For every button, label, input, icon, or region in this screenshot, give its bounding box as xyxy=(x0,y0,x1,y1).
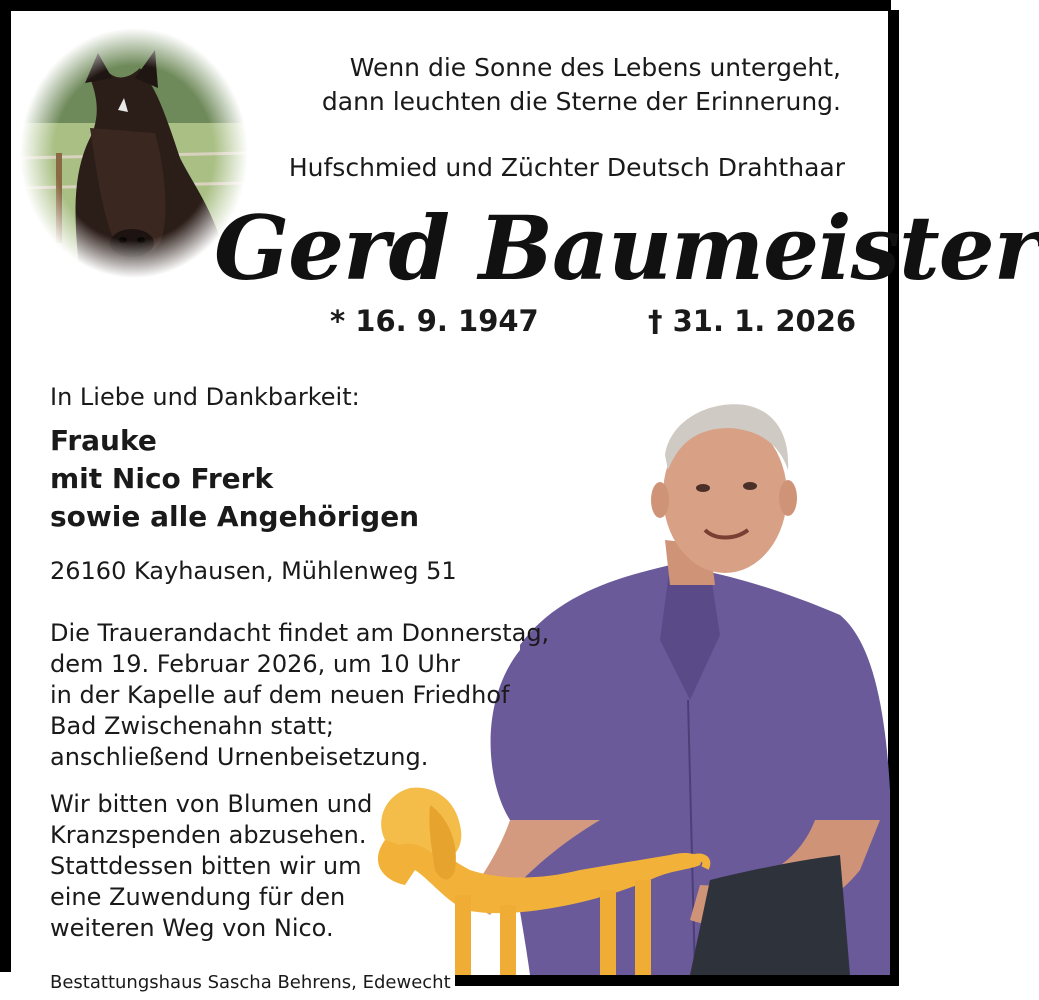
service-details xyxy=(50,618,549,773)
family-names xyxy=(50,422,419,536)
service-line: in der Kapelle auf dem neuen Friedhof xyxy=(50,681,510,709)
border-top xyxy=(0,0,891,11)
family-line: mit Nico Frerk xyxy=(50,462,274,495)
intro-line: In Liebe und Dankbarkeit: xyxy=(50,383,360,411)
service-line: Bad Zwischenahn statt; xyxy=(50,712,334,740)
deceased-name: Gerd Baumeister xyxy=(214,196,1039,300)
donation-request xyxy=(50,789,372,944)
birth-date: * 16. 9. 1947 xyxy=(330,304,539,338)
service-line: anschließend Urnenbeisetzung. xyxy=(50,743,429,771)
border-left xyxy=(0,0,11,972)
address: 26160 Kayhausen, Mühlenweg 51 xyxy=(50,557,457,585)
death-date: † 31. 1. 2026 xyxy=(648,304,857,338)
memorial-quote xyxy=(322,51,841,119)
request-line: weiteren Weg von Nico. xyxy=(50,914,334,942)
border-bottom xyxy=(455,975,899,986)
family-line: Frauke xyxy=(50,424,157,457)
request-line: eine Zuwendung für den xyxy=(50,883,346,911)
service-line: Die Trauerandacht findet am Donnerstag, xyxy=(50,619,550,647)
family-line: sowie alle Angehörigen xyxy=(50,500,420,533)
funeral-home: Bestattungshaus Sascha Behrens, Edewecht xyxy=(50,972,451,993)
profession: Hufschmied und Züchter Deutsch Drahthaar xyxy=(288,153,845,182)
service-line: dem 19. Februar 2026, um 10 Uhr xyxy=(50,650,460,678)
request-line: Kranzspenden abzusehen. xyxy=(50,821,367,849)
request-line: Wir bitten von Blumen und xyxy=(50,790,373,818)
quote-line-2: dann leuchten die Sterne der Erinnerung. xyxy=(321,87,841,116)
quote-line-1: Wenn die Sonne des Lebens untergeht, xyxy=(349,53,841,82)
request-line: Stattdessen bitten wir um xyxy=(50,852,362,880)
